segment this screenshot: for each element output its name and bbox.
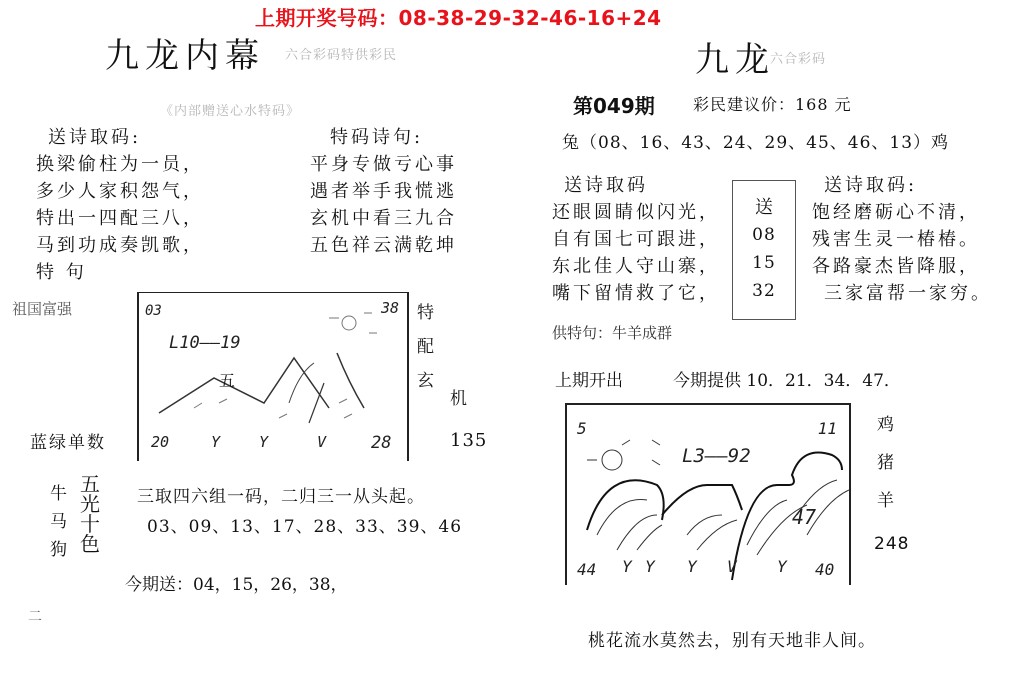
left-number: 135: [450, 430, 488, 451]
tenfive-column: [80, 474, 100, 554]
rule-text: 三取四六组一码，二归三一从头起。: [137, 487, 425, 507]
issue-number: 第049期: [573, 94, 655, 118]
poem-line: 东北佳人守山寨，: [552, 256, 720, 277]
right-poem-right: [812, 172, 992, 307]
vertical-char: 特: [417, 303, 434, 323]
side-label-bottom: 蓝绿单数: [30, 433, 106, 453]
poem-line: 残害生灵一椿椿。: [812, 229, 980, 250]
left-inner-caption: 《内部赠送心水特码》: [160, 104, 301, 119]
vertical-char: 猪: [877, 453, 894, 473]
tenfive-char: 五: [80, 472, 100, 496]
numbers-line: 03、09、13、17、28、33、39、46: [147, 517, 463, 537]
poem-heading: 送诗取码: [564, 175, 648, 196]
left-ji: 机: [450, 389, 467, 409]
right-subtitle: 六合彩码: [770, 52, 827, 67]
poem-line: 多少人家积怨气，: [36, 181, 204, 202]
plant-icon: V: [727, 557, 737, 576]
handwriting-range: L10——19: [169, 333, 241, 353]
drawing-glyph: 五: [219, 371, 236, 390]
poem-line: 平身专做亏心事: [310, 154, 457, 175]
poem-line: 嘴下留情救了它，: [552, 283, 720, 304]
right-number: 248: [874, 534, 910, 554]
side-label-top: 祖国富强: [12, 300, 73, 318]
corner-tl: 03: [145, 303, 162, 319]
send-box-label: 送: [755, 197, 773, 218]
corner-bl: 44: [577, 560, 597, 579]
special-line: 供特句：牛羊成群: [552, 324, 673, 342]
poem-line: 五色祥云满乾坤: [310, 235, 457, 256]
tenfive-char: 色: [80, 532, 100, 556]
plant-icon: Y: [645, 557, 655, 576]
zodiac-char: 马: [50, 512, 67, 532]
plant-icon: V: [317, 433, 327, 451]
poem-heading: 送诗取码:: [48, 127, 142, 148]
poem-line: 玄机中看三九合: [310, 208, 457, 229]
handwriting-range: L3——92: [682, 445, 751, 467]
left-subtitle: 六合彩码特供彩民: [285, 48, 398, 63]
zodiac-char: 狗: [50, 540, 67, 560]
left-title: 九龙内幕: [105, 36, 265, 76]
right-vertical: [877, 406, 894, 520]
poem-line: 各路豪杰皆降服，: [812, 256, 980, 277]
tenfive-char: 十: [80, 512, 100, 536]
corner-tr: 38: [380, 299, 399, 317]
poem-line: 换梁偷柱为一员，: [36, 154, 204, 175]
bottom-mark: 二: [28, 609, 42, 625]
vertical-char: 鸡: [877, 415, 894, 435]
right-poem-left: [552, 172, 720, 307]
zodiac-char: 牛: [50, 484, 67, 504]
poem-line: 遇者举手我慌逃: [310, 181, 457, 202]
send-box-number: 32: [752, 281, 776, 301]
hills-sketch-icon: [567, 405, 849, 585]
mid-number: 47: [792, 505, 817, 529]
today-send: 今期送：04，15，26，38，: [125, 575, 348, 595]
suggested-price: 彩民建议价：168 元: [693, 95, 852, 114]
plant-icon: Y: [211, 433, 221, 451]
left-poem-special: [310, 124, 457, 259]
send-box: [732, 180, 796, 320]
poem-line: 特出一四配三八，: [36, 208, 204, 229]
zodiac-numbers-line: 兔（08、16、43、24、29、45、46、13）鸡: [562, 133, 950, 153]
corner-br: 40: [815, 560, 835, 579]
poem-line: 自有国七可跟进，: [552, 229, 720, 250]
last-issue-label: 上期开出: [555, 371, 623, 391]
vertical-char: 玄: [417, 371, 434, 391]
plant-icon: Y: [622, 557, 632, 576]
vertical-char: 羊: [877, 491, 894, 511]
left-drawing-frame: [137, 292, 409, 461]
left-right-vertical: [417, 296, 434, 398]
poem-line: 三家富帮一家穷。: [824, 283, 992, 304]
plant-icon: Y: [687, 557, 697, 576]
corner-br: 28: [371, 433, 392, 453]
footer-poem: 桃花流水莫然去，别有天地非人间。: [588, 631, 876, 651]
provide-line: 今期提供 10．21．34．47．: [673, 371, 901, 391]
right-title: 九龙: [695, 40, 775, 80]
corner-tl: 5: [577, 419, 587, 438]
corner-bl: 20: [151, 433, 170, 451]
poem-heading: 送诗取码:: [824, 175, 918, 196]
last-draw-banner: 上期开奖号码：08-38-29-32-46-16+24: [255, 6, 662, 30]
zodiac-column: [50, 480, 67, 564]
poem-line: 饱经磨砺心不清，: [812, 202, 980, 223]
poem-footer: 特 句: [36, 262, 87, 283]
send-box-number: 08: [752, 225, 776, 245]
poem-line: 还眼圆睛似闪光，: [552, 202, 720, 223]
poem-heading: 特码诗句:: [330, 127, 424, 148]
corner-tr: 11: [817, 419, 837, 438]
mountains-sketch-icon: [139, 293, 407, 461]
plant-icon: Y: [259, 433, 269, 451]
poem-line: 马到功成奏凯歌，: [36, 235, 204, 256]
plant-icon: Y: [777, 557, 787, 576]
right-drawing-frame: [565, 403, 851, 585]
vertical-char: 配: [417, 337, 434, 357]
send-box-number: 15: [752, 253, 776, 273]
tenfive-char: 光: [80, 492, 100, 516]
left-poem-send: [36, 124, 204, 286]
